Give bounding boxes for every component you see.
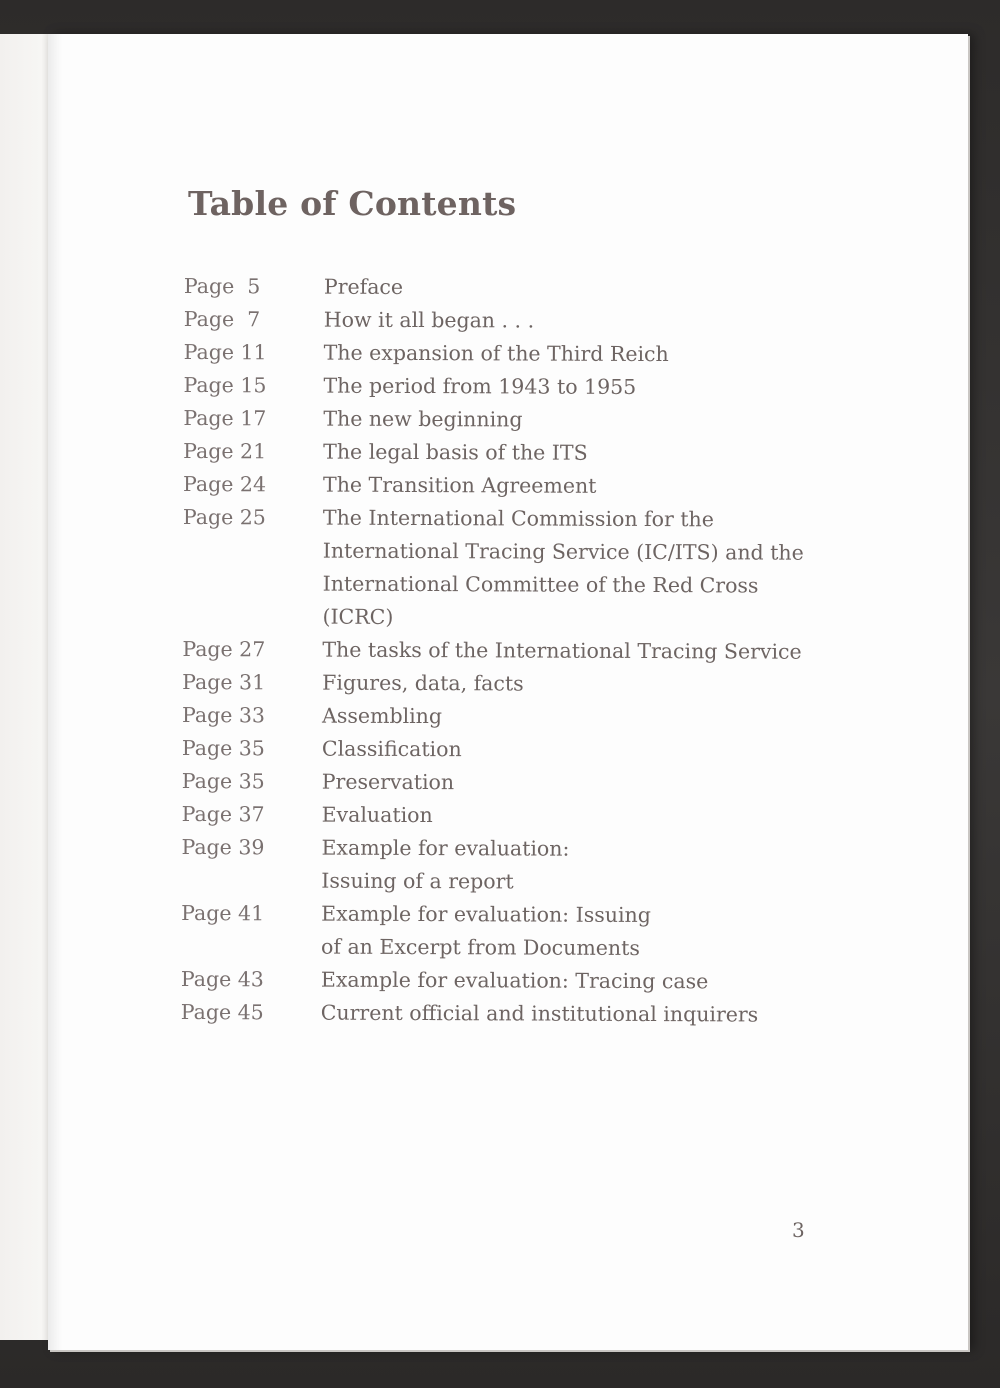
toc-entry: [181, 897, 841, 966]
document-page: [48, 34, 968, 1350]
toc-entry: [182, 765, 842, 801]
toc-entry-title: The new beginning: [323, 406, 523, 432]
toc-entry-title: The tasks of the International Tracing Service: [322, 637, 802, 664]
toc-entry-title: The legal basis of the ITS: [323, 439, 588, 465]
toc-page-ref: Page 43: [180, 966, 264, 992]
toc-entry-title: Assembling: [322, 703, 443, 729]
toc-page-ref: Page 21: [183, 438, 267, 464]
toc-entry: [184, 336, 844, 372]
toc-entry: [184, 270, 844, 306]
toc-list: [181, 270, 844, 1032]
toc-entry-title: How it all began . . .: [323, 307, 535, 333]
toc-entry: [182, 699, 842, 735]
toc-entry-title: Example for evaluation: Issuing of an Excerpt from Documents: [320, 901, 651, 960]
toc-entry-title: The period from 1943 to 1955: [323, 373, 637, 399]
toc-entry: [181, 963, 841, 999]
toc-page-ref: Page 31: [182, 669, 266, 695]
toc-entry-title: Preservation: [321, 769, 455, 795]
toc-page-ref: Page 35: [181, 768, 265, 794]
toc-entry-title: Classification: [321, 736, 462, 762]
toc-page-ref: Page 5: [183, 273, 261, 299]
toc-page-ref: Page 45: [180, 999, 264, 1025]
toc-entry: [183, 468, 843, 504]
toc-page-ref: Page 24: [183, 471, 267, 497]
toc-entry: [181, 831, 841, 900]
toc-entry: [182, 666, 842, 702]
toc-page-ref: Page 15: [183, 372, 267, 398]
toc-entry: [181, 996, 841, 1032]
toc-entry: [184, 303, 844, 339]
toc-entry: [183, 435, 843, 471]
toc-entry-title: Example for evaluation: Issuing of a report: [321, 835, 570, 894]
toc-entry-title: Figures, data, facts: [322, 670, 524, 696]
previous-page-edge: [0, 34, 52, 1340]
toc-entry-title: The Transition Agreement: [323, 472, 597, 498]
toc-entry-title: Current official and institutional inquirers: [320, 1000, 759, 1027]
toc-entry-title: The expansion of the Third Reich: [323, 340, 669, 367]
toc-page-ref: Page 33: [182, 702, 266, 728]
toc-entry: [182, 732, 842, 768]
toc-page-ref: Page 25: [182, 504, 266, 530]
toc-entry: [183, 369, 843, 405]
toc-page-ref: Page 27: [182, 636, 266, 662]
toc-page-ref: Page 37: [181, 801, 265, 827]
toc-page-ref: Page 17: [183, 405, 267, 431]
toc-entry: [183, 402, 843, 438]
toc-entry-title: The International Commission for the International Tracing Service (IC/ITS) and the International Committee of the Red Cross (ICRC): [322, 505, 804, 629]
toc-entry-title: Evaluation: [321, 802, 433, 828]
toc-entry: [182, 798, 842, 834]
page-number: 3: [792, 1218, 805, 1242]
toc-page-ref: Page 35: [181, 735, 265, 761]
toc-entry: [182, 633, 842, 669]
toc-page-ref: Page 39: [181, 834, 265, 860]
toc-entry: [182, 501, 843, 636]
toc-page-ref: Page 11: [183, 339, 267, 365]
toc-page-ref: Page 41: [181, 900, 265, 926]
page-title: Table of Contents: [188, 184, 517, 223]
toc-entry-title: Example for evaluation: Tracing case: [320, 967, 709, 994]
toc-entry-title: Preface: [323, 274, 404, 299]
toc-page-ref: Page 7: [183, 306, 261, 332]
